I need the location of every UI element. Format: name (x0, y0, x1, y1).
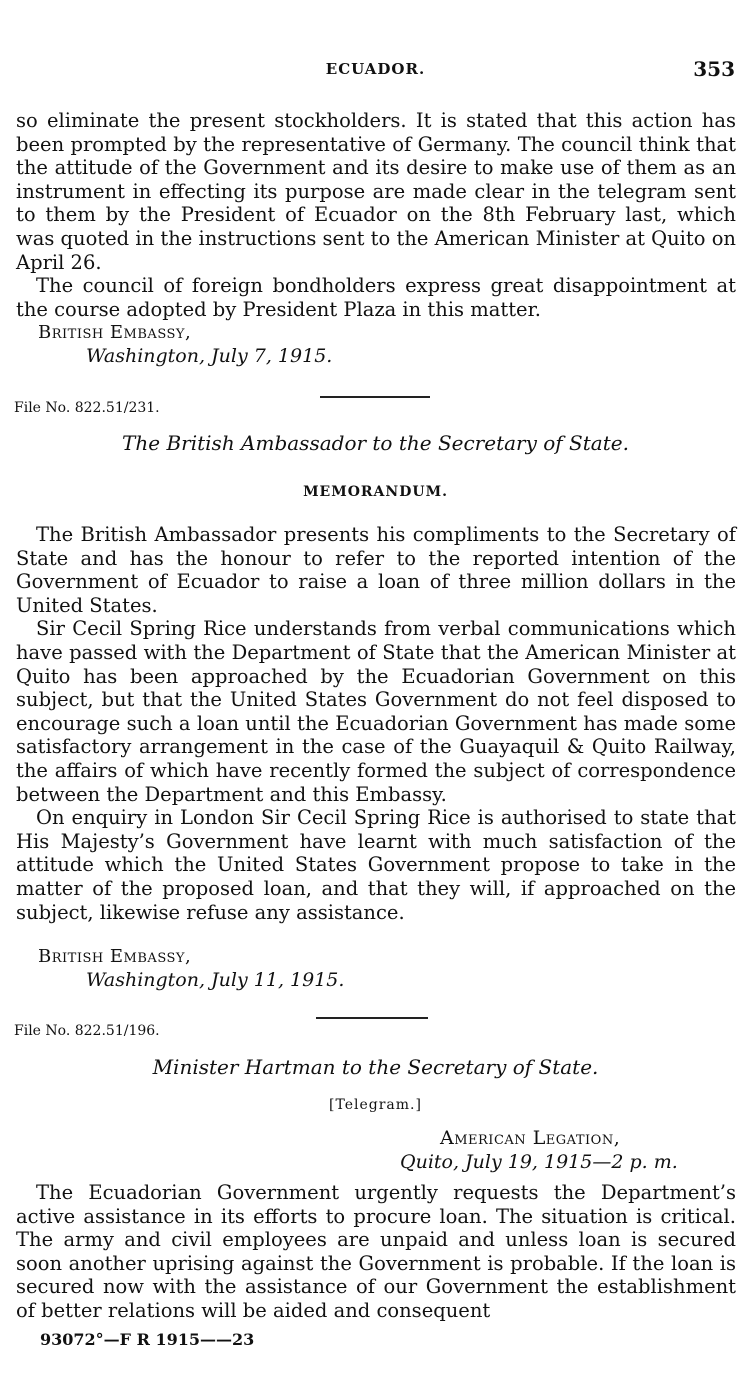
document-title: The British Ambassador to the Secretary of State. (122, 431, 629, 455)
file-number: File No. 822.51/231. (14, 400, 160, 416)
file-number: File No. 822.51/196. (14, 1023, 160, 1039)
telegram-body (16, 1181, 736, 1323)
paragraph: The British Ambassador presents his compliments to the Secretary of State and has the honour to refer to the reported intention of the Government of Ecuador to raise a loan of three million dollars in the United States. (16, 523, 736, 617)
legation-date: Quito, July 19, 1915—2 p. m. (400, 1151, 678, 1173)
paragraph: The Ecuadorian Government urgently requests the Department’s active assistance in its efforts to procure loan. The situation is critical. The army and civil employees are unpaid and unless loan is secured soon another uprising against the Government is probable. If the loan is secured now with the assistance of our Government the establishment of better relations will be aided and consequent (16, 1181, 736, 1322)
memorandum-label: MEMORANDUM. (303, 484, 448, 500)
signature-date: Washington, July 7, 1915. (86, 345, 333, 367)
paragraph: On enquiry in London Sir Cecil Spring Rice is authorised to state that His Majesty’s Government have learnt with much satisfaction of the attitude which the United States Government propose to take in the matter of the proposed loan, and that they will, if approached on the subject, likewise refuse any assistance. (16, 806, 736, 924)
continuation-text (16, 109, 736, 321)
document-title: Minister Hartman to the Secretary of State. (152, 1055, 599, 1079)
memorandum-body (16, 523, 736, 924)
legation-organization: American Legation, (440, 1127, 621, 1149)
paragraph: Sir Cecil Spring Rice understands from verbal communications which have passed with the Department of State that the American Minister at Quito has been approached by the Ecuadorian Government on this subject, but that the United States Government do not feel disposed to encourage such a loan until the Ecuadorian Government has made some satisfactory arrangement in the case of the Guayaquil & Quito Railway, the affairs of which have recently formed the subject of correspondence between the Department and this Embassy. (16, 617, 736, 806)
section-divider (320, 396, 430, 398)
running-head: ECUADOR. (325, 60, 426, 78)
footer-code: 93072°—F R 1915——23 (40, 1330, 255, 1349)
signature-date: Washington, July 11, 1915. (86, 969, 345, 991)
signature-organization: British Embassy, (38, 322, 192, 343)
section-divider (316, 1017, 428, 1019)
paragraph: so eliminate the present stockholders. It is stated that this action has been prompted by the representative of Germany. The council think that the attitude of the Government and its desire to make use of them as an instrument in effecting its purpose are made clear in the telegram sent to them by the President of Ecuador on the 8th February last, which was quoted in the instructions sent to the American Minister at Quito on April 26. (16, 109, 736, 274)
paragraph: The council of foreign bondholders express great disappointment at the course adopted by President Plaza in this matter. (16, 274, 736, 321)
signature-organization: British Embassy, (38, 946, 192, 967)
telegram-label: [Telegram.] (329, 1097, 422, 1113)
page-number: 353 (693, 57, 735, 81)
